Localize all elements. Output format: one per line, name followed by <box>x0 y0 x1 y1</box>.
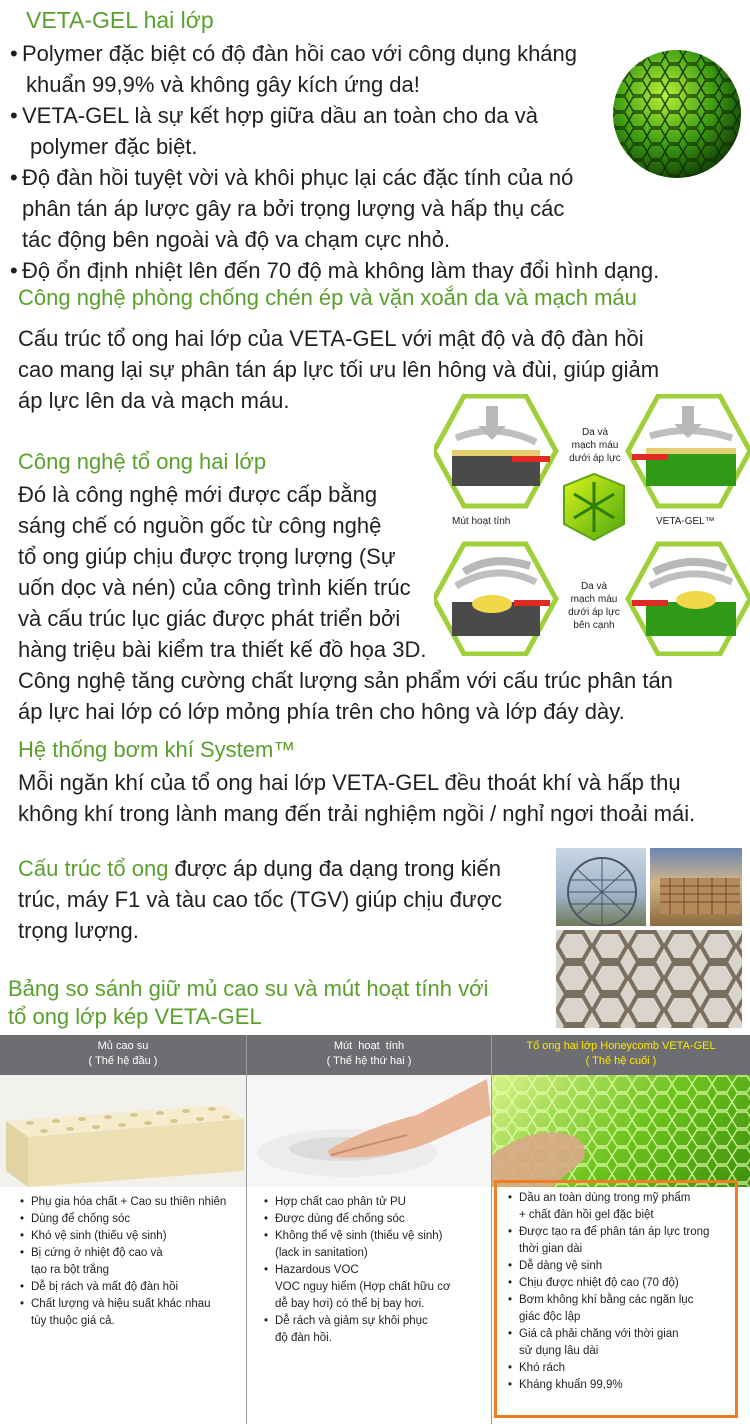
list-item: • Bơm không khí bằng các ngăn lục giác độc lập <box>506 1292 734 1326</box>
column-divider <box>246 1035 247 1424</box>
memory-foam-image <box>247 1075 491 1187</box>
section1-bullets <box>10 38 660 286</box>
list-item: • Dễ bị rách và mất độ đàn hồi <box>18 1279 246 1296</box>
list-item: • Dễ dàng vệ sinh <box>506 1258 734 1275</box>
list-item: • Giá cả phải chăng với thời gian sử dụng lâu dài <box>506 1326 734 1360</box>
honeycomb-structure-photo <box>556 930 742 1028</box>
list-item: • Hợp chất cao phân tử PU <box>262 1194 490 1211</box>
col-header-memory-foam: Mút hoạt tính ( Thế hệ thứ hai ) <box>247 1035 491 1075</box>
section3-title: Công nghệ tổ ong hai lớp <box>18 449 267 474</box>
list-item: • Khó rách <box>506 1360 734 1377</box>
honeycomb-gel-ball-image <box>611 48 743 180</box>
list-item: • Phụ gia hóa chất + Cao su thiên nhiên <box>18 1194 246 1211</box>
bullet-2: • VETA-GEL là sự kết hợp giữa dầu an toàn cho da và polymer đặc biệt. <box>10 100 620 162</box>
list-item: • Chất lượng và hiệu suất khác nhau tùy thuộc giá cả. <box>18 1296 246 1330</box>
bullet-1: • Polymer đặc biệt có độ đàn hồi cao với công dụng kháng khuẩn 99,9% và không gây kích ứng da! <box>10 38 620 100</box>
latex-foam-image <box>0 1075 246 1187</box>
col-header-veta-gel: Tổ ong hai lớp Honeycomb VETA-GEL ( Thế hệ cuối ) <box>492 1035 750 1075</box>
list-item: • Không thể vệ sinh (thiếu vệ sinh) (lack in sanitation) <box>262 1228 490 1262</box>
list-item: • Được tạo ra để phân tán áp lực trong thời gian dài <box>506 1224 734 1258</box>
list-item: • Bị cứng ở nhiệt độ cao và tạo ra bột trắng <box>18 1245 246 1279</box>
diagram-label-right: VETA-GEL™ <box>656 516 715 527</box>
list-item: • Dùng để chống sóc <box>18 1211 246 1228</box>
section4-title: Hệ thống bơm khí System™ <box>18 737 296 762</box>
diagram-label-bottom: Da và mạch máu dưới áp lực bên cạnh <box>568 581 620 631</box>
list-item: • Dầu an toàn dùng trong mỹ phẩm + chất đàn hồi gel đặc biệt <box>506 1190 734 1224</box>
section4-body: Mỗi ngăn khí của tổ ong hai lớp VETA-GEL đều thoát khí và hấp thụ không khí trong lành mang đến trải nghiệm ngồi / nghỉ ngơi thoải mái. <box>18 770 696 826</box>
veta-gel-image <box>492 1075 750 1187</box>
comparison-table <box>0 1035 750 1424</box>
section1-title: VETA-GEL hai lớp <box>26 7 214 33</box>
column-divider <box>491 1035 492 1424</box>
col-header-latex: Mủ cao su ( Thế hệ đầu ) <box>0 1035 246 1075</box>
building-facade-photo <box>650 848 742 926</box>
list-item: • Khó vệ sinh (thiếu vệ sinh) <box>18 1228 246 1245</box>
diagram-label-top: Da và mạch máu dưới áp lực <box>569 427 621 464</box>
list-item: • Dễ rách và giảm sự khôi phục độ đàn hồi. <box>262 1313 490 1347</box>
section2-body: Cấu trúc tổ ong hai lớp của VETA-GEL với mật độ và độ đàn hồi cao mang lại sự phân tán áp lực tối ưu lên hông và đùi, giúp giảm áp lực lên da và mạch máu. <box>18 326 660 413</box>
diagram-label-left: Mút hoạt tính <box>452 516 511 527</box>
veta-gel-features-list <box>506 1190 734 1394</box>
memory-foam-features-list <box>262 1194 490 1347</box>
section2-title: Công nghệ phòng chống chén ép và vặn xoắn da và mạch máu <box>18 285 637 310</box>
bullet-4: • Độ ổn định nhiệt lên đến 70 độ mà không làm thay đổi hình dạng. <box>10 255 620 286</box>
geodesic-dome-photo <box>556 848 646 926</box>
list-item: • Được dùng để chống sóc <box>262 1211 490 1228</box>
section5-body: Cấu trúc tổ ong được áp dụng đa dạng trong kiến trúc, máy F1 và tàu cao tốc (TGV) giúp chịu được trọng lượng. <box>18 856 502 943</box>
bullet-3: • Độ đàn hồi tuyệt vời và khôi phục lại các đặc tính của nó phân tán áp lược gây ra bởi trọng lượng và hấp thụ các tác động bên ngoài và độ va chạm cực nhỏ. <box>10 162 620 255</box>
list-item: • Chịu được nhiệt độ cao (70 độ) <box>506 1275 734 1292</box>
section3-body: Đó là công nghệ mới được cấp bằng sáng chế có nguồn gốc từ công nghệ tổ ong giúp chịu được trọng lượng (Sự uốn dọc và nén) của công trình kiến trúc và cấu trúc lục giác được phát triển bởi hàng triệu bài kiểm tra thiết kế đồ họa 3D. Công nghệ tăng cường chất lượng sản phẩm với cấu trúc phân tán áp lực hai lớp có lớp mỏng phía trên cho hông và lớp đáy dày. <box>18 482 673 724</box>
list-item: • Hazardous VOC VOC nguy hiểm (Hợp chất hữu cơ dễ bay hơi) có thể bị bay hơi. <box>262 1262 490 1313</box>
section5-highlight: Cấu trúc tổ ong <box>18 856 169 881</box>
latex-features-list <box>18 1194 246 1330</box>
comparison-title: Bảng so sánh giữ mủ cao su và mút hoạt tính với tổ ong lớp kép VETA-GEL <box>8 976 489 1029</box>
list-item: • Kháng khuẩn 99,9% <box>506 1377 734 1394</box>
